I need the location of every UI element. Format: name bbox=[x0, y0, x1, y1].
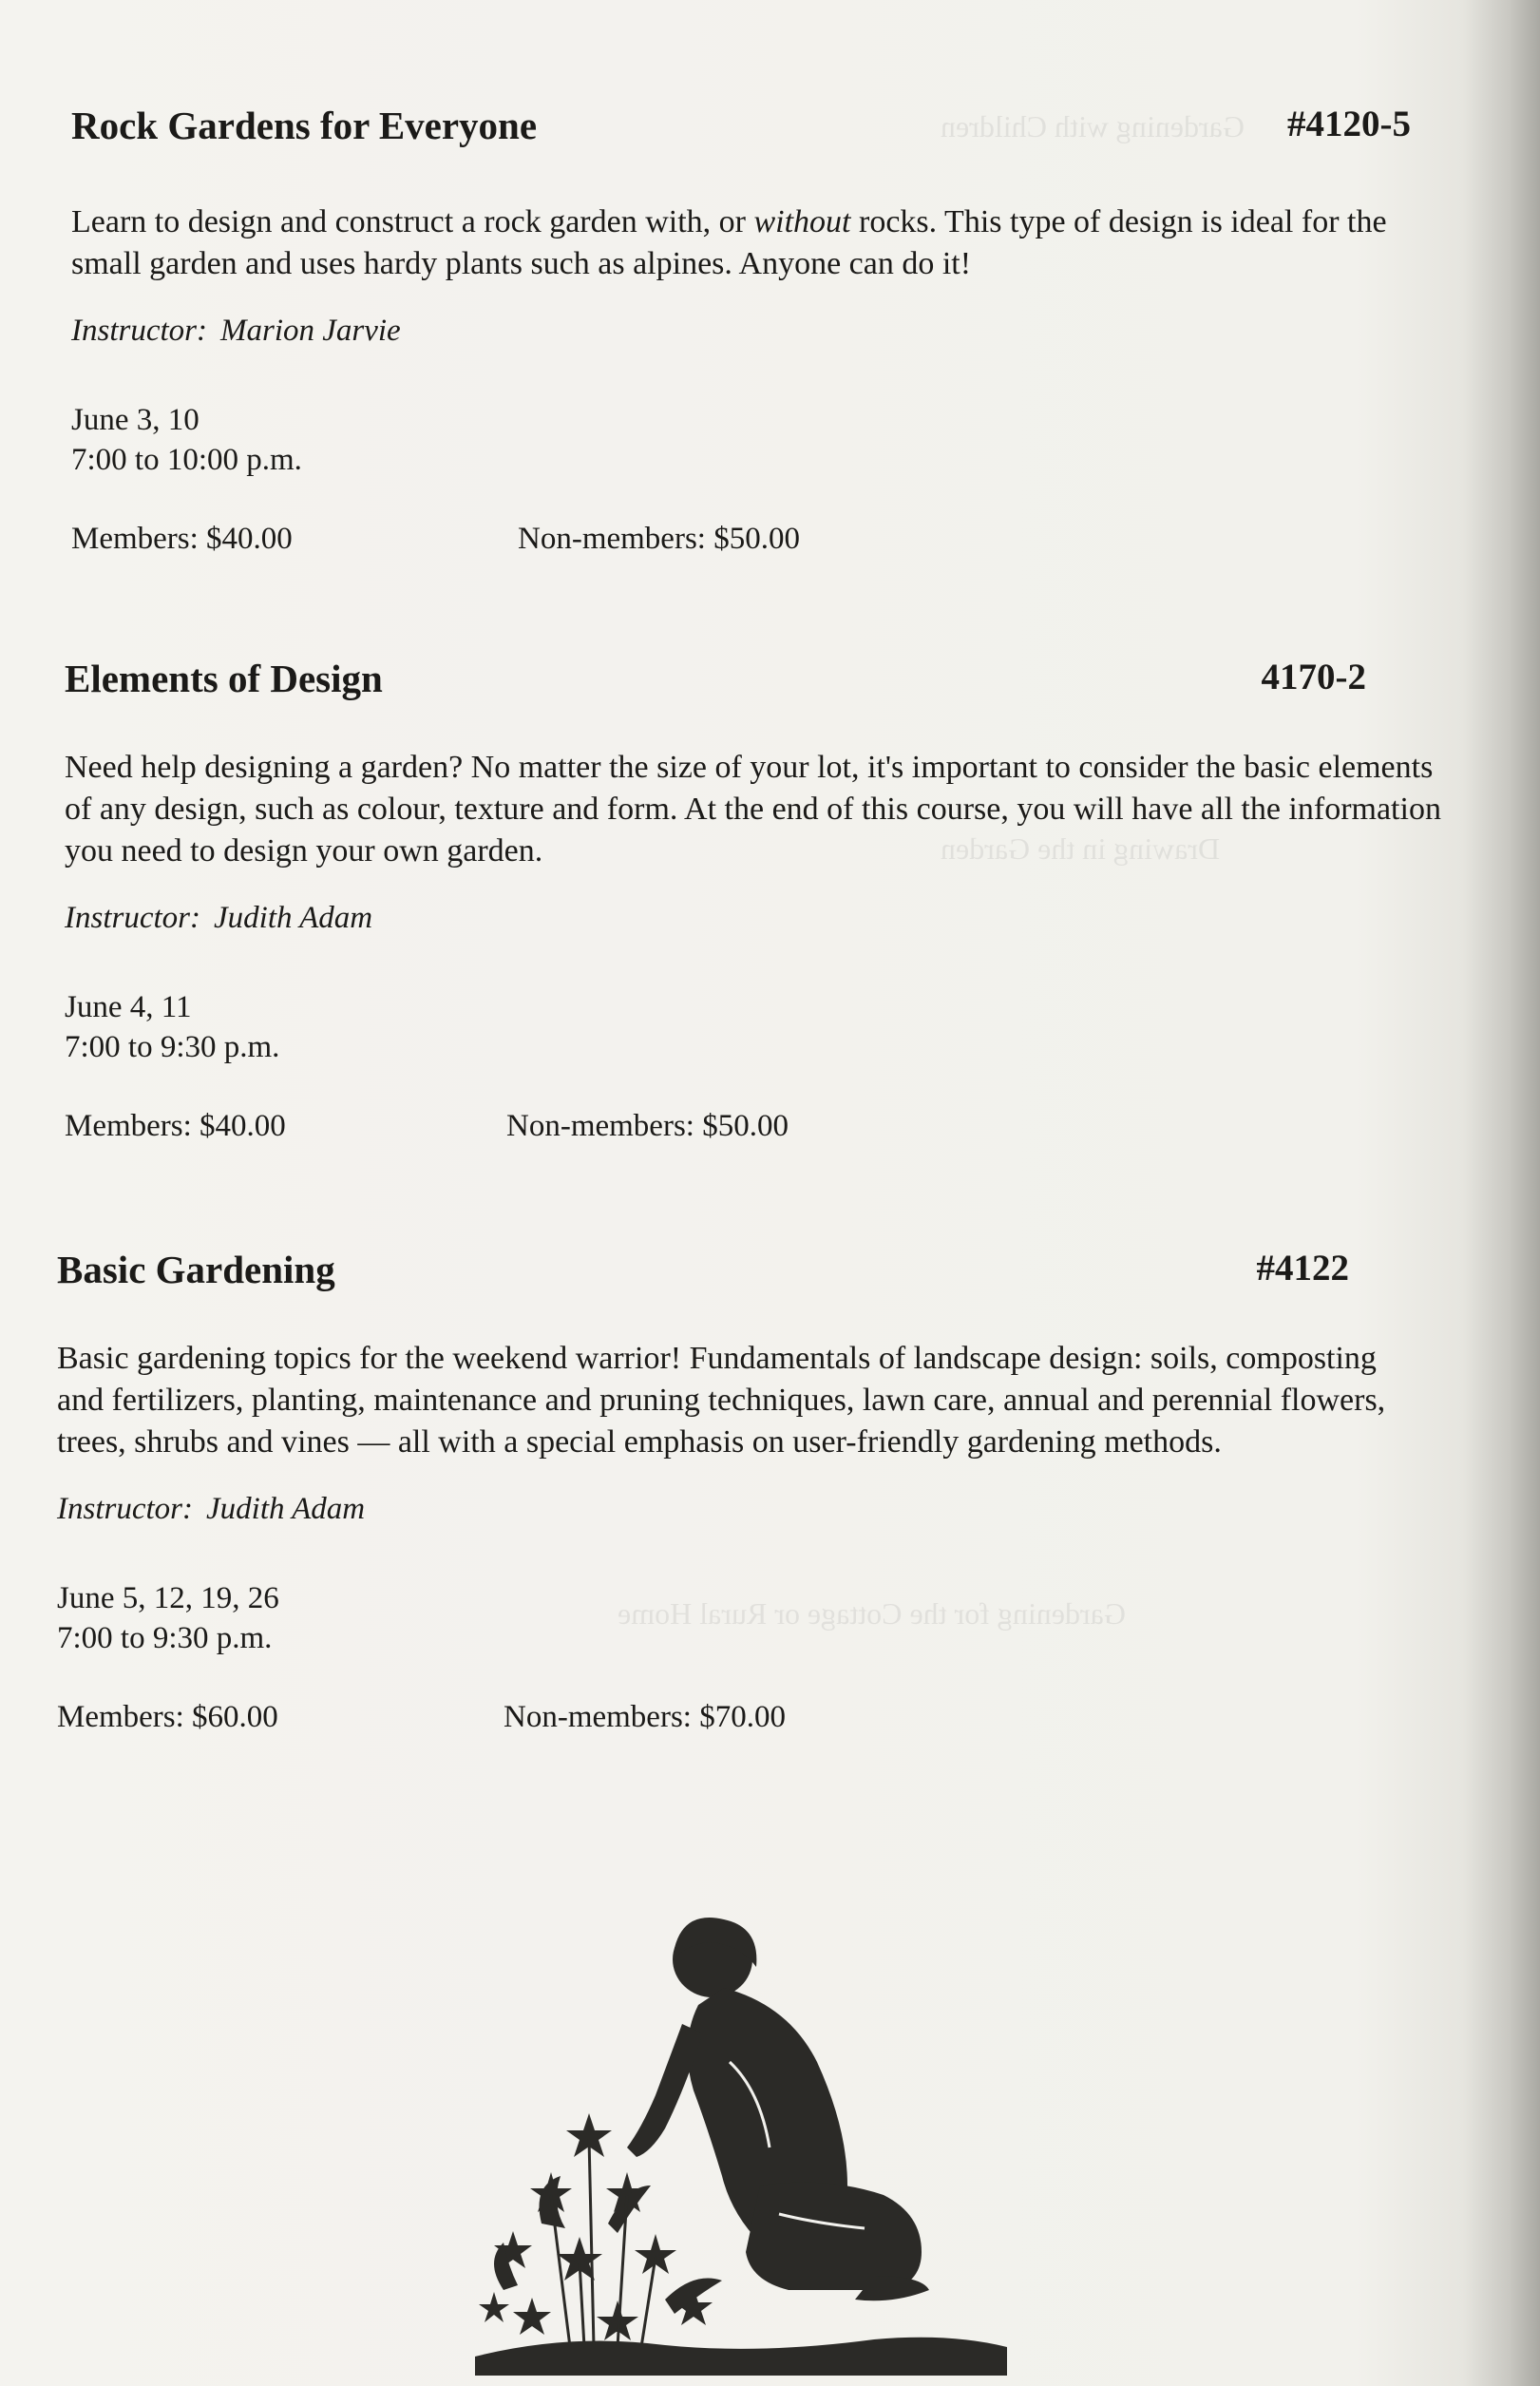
non-members-price: Non-members: $70.00 bbox=[504, 1700, 786, 1734]
members-price: Members: $40.00 bbox=[71, 522, 293, 556]
non-members-price: Non-members: $50.00 bbox=[506, 1109, 789, 1143]
course-instructor: Instructor: Judith Adam bbox=[57, 1492, 366, 1526]
course-prices bbox=[57, 1700, 1406, 1742]
members-price: Members: $40.00 bbox=[65, 1109, 286, 1143]
members-price: Members: $60.00 bbox=[57, 1700, 278, 1734]
course-dates: June 4, 11 bbox=[65, 990, 192, 1024]
course-instructor: Instructor: Marion Jarvie bbox=[71, 314, 401, 348]
course-schedule bbox=[65, 987, 1452, 1067]
course-description: Need help designing a garden? No matter the size of your lot, it's important to consider the basic elements of any design, such as colour, texture and form. At the end of this course, you will have all the information you need to design your own garden. bbox=[65, 750, 1441, 869]
gardener-silhouette-icon bbox=[475, 1900, 1007, 2376]
course-time: 7:00 to 9:30 p.m. bbox=[57, 1621, 273, 1655]
non-members-price: Non-members: $50.00 bbox=[518, 522, 800, 556]
course-time: 7:00 to 9:30 p.m. bbox=[65, 1030, 280, 1064]
course-rock-gardens bbox=[71, 103, 1447, 563]
course-dates: June 5, 12, 19, 26 bbox=[57, 1581, 279, 1615]
course-schedule bbox=[57, 1578, 1406, 1658]
course-basic-gardening bbox=[57, 1247, 1406, 1742]
course-title: Elements of Design bbox=[65, 657, 383, 700]
course-time: 7:00 to 10:00 p.m. bbox=[71, 443, 302, 477]
course-code: #4122 bbox=[1256, 1248, 1349, 1288]
course-header bbox=[65, 656, 1452, 709]
course-code: 4170-2 bbox=[1261, 657, 1366, 697]
course-instructor: Instructor: Judith Adam bbox=[65, 901, 373, 935]
course-title: Basic Gardening bbox=[57, 1248, 335, 1291]
course-prices bbox=[65, 1109, 1452, 1151]
course-schedule bbox=[71, 400, 1447, 480]
bleed-through-text: Drawing in the Garden bbox=[941, 831, 1221, 866]
course-description: Basic gardening topics for the weekend warrior! Fundamentals of landscape design: soils, composting and fertilizers, planting, maintenance and pruning techniques, lawn care, annual and perennial flowers, trees, shrubs and vines — all with a special emphasis on user-friendly gardening methods. bbox=[57, 1341, 1386, 1460]
course-prices bbox=[71, 522, 1447, 563]
course-header bbox=[71, 103, 1447, 156]
course-header bbox=[57, 1247, 1406, 1300]
course-dates: June 3, 10 bbox=[71, 403, 200, 437]
course-elements-of-design bbox=[65, 656, 1452, 1151]
course-code: #4120-5 bbox=[1287, 104, 1411, 144]
bleed-through-text: Gardening for the Cottage or Rural Home bbox=[618, 1596, 1126, 1631]
course-description: Learn to design and construct a rock garden with, or without rocks. This type of design is ideal for the small garden and uses hardy plants such as alpines. Anyone can do it! bbox=[71, 204, 1387, 281]
course-title: Rock Gardens for Everyone bbox=[71, 104, 538, 147]
bleed-through-text: Gardening with Children bbox=[941, 109, 1245, 143]
